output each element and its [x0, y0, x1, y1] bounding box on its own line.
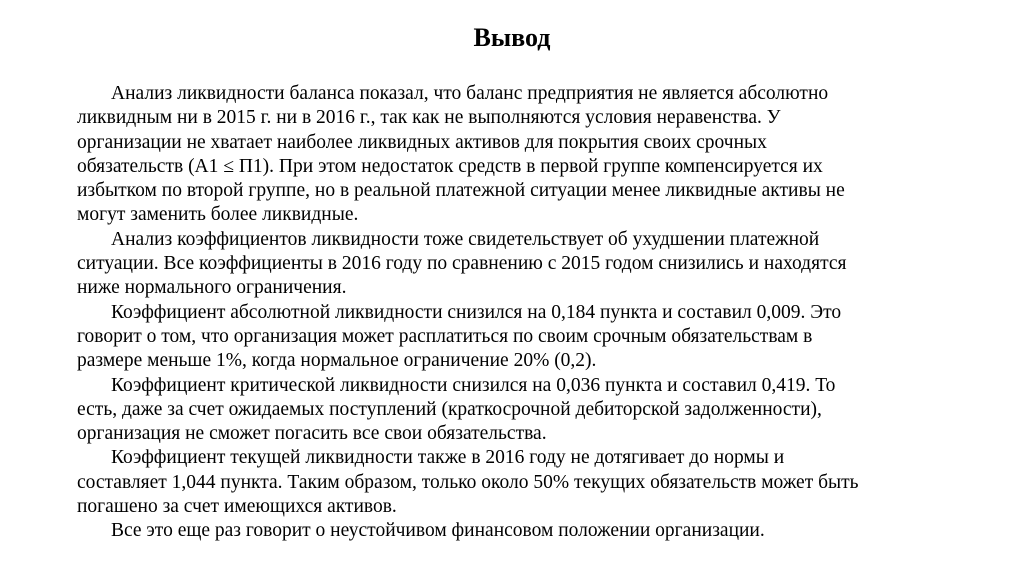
- paragraph-conclusion: [77, 519, 947, 543]
- text-line: Анализ коэффициентов ликвидности тоже свидетельствует об ухудшении платежной: [111, 228, 820, 250]
- paragraph-liquidity-balance: [77, 82, 947, 228]
- text-line: погашено за счет имеющихся активов.: [77, 496, 397, 518]
- text-line: Коэффициент абсолютной ликвидности снизился на 0,184 пункта и составил 0,009. Это: [111, 301, 842, 323]
- text-line: ликвидным ни в 2015 г. ни в 2016 г., так как не выполняются условия неравенства. У: [77, 107, 781, 129]
- text-line: ситуации. Все коэффициенты в 2016 году по сравнению с 2015 годом снизились и находятся: [77, 253, 847, 275]
- paragraph-liquidity-ratios: [77, 228, 947, 301]
- text-line: говорит о том, что организация может расплатиться по своим срочным обязательствам в: [77, 325, 813, 347]
- text-line: Коэффициент текущей ликвидности также в 2016 году не дотягивает до нормы и: [111, 447, 785, 469]
- text-line: могут заменить более ликвидные.: [77, 204, 359, 226]
- text-line: есть, даже за счет ожидаемых поступлений (краткосрочной дебиторской задолженности),: [77, 398, 822, 420]
- text-line: обязательств (А1 ≤ П1). При этом недостаток средств в первой группе компенсируется их: [77, 155, 823, 177]
- slide-title: Вывод: [473, 23, 551, 52]
- paragraph-critical-liquidity: [77, 374, 947, 447]
- text-line: размере меньше 1%, когда нормальное ограничение 20% (0,2).: [77, 350, 597, 372]
- text-line: организации не хватает наиболее ликвидных активов для покрытия своих срочных: [77, 131, 767, 153]
- text-line: организация не сможет погасить все свои обязательства.: [77, 423, 547, 445]
- slide-body: [77, 82, 947, 544]
- paragraph-absolute-liquidity: [77, 301, 947, 374]
- text-line: ниже нормального ограничения.: [77, 277, 347, 299]
- text-line: Анализ ликвидности баланса показал, что баланс предприятия не является абсолютно: [111, 83, 829, 104]
- text-line: избытком по второй группе, но в реальной платежной ситуации менее ликвидные активы не: [77, 180, 845, 202]
- text-line: Все это еще раз говорит о неустойчивом финансовом положении организации.: [111, 520, 765, 542]
- text-line: составляет 1,044 пункта. Таким образом, только около 50% текущих обязательств может быть: [77, 471, 859, 493]
- text-line: Коэффициент критической ликвидности снизился на 0,036 пункта и составил 0,419. То: [111, 374, 836, 396]
- paragraph-current-liquidity: [77, 446, 947, 519]
